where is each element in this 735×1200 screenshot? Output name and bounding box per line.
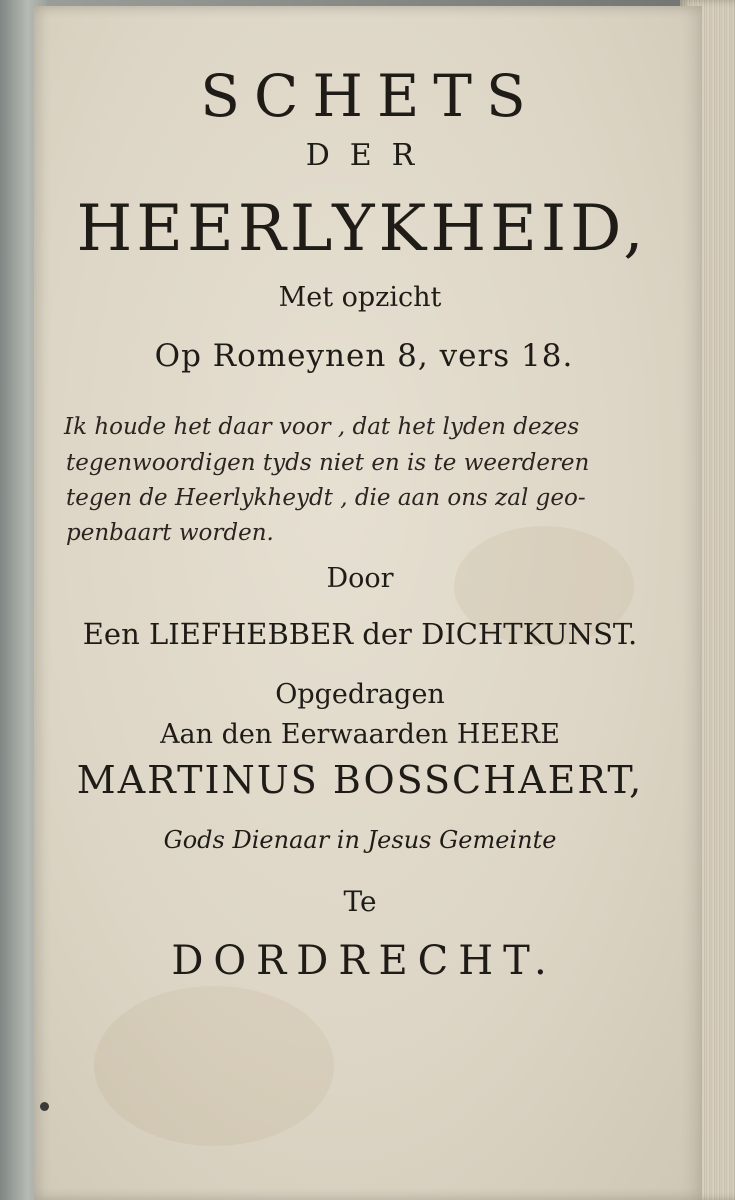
- place-preposition: Te: [343, 885, 377, 918]
- dedication-line-2: Aan den Eerwaarden HEERE: [160, 719, 560, 750]
- title-line-2: DER: [305, 138, 435, 173]
- title-page: [34, 6, 702, 1200]
- subtitle-line-2: Op Romeynen 8, vers 18.: [154, 338, 574, 374]
- quote-line-1: Ik houde het daar voor , dat het lyden dezes: [64, 414, 580, 440]
- quote-line-3: tegen de Heerlykheydt , die aan ons zal geo-: [66, 485, 586, 511]
- subtitle-line-1: Met opzicht: [278, 282, 442, 313]
- dedicatee-office: Gods Dienaar in Jesus Gemeinte: [163, 826, 557, 854]
- quote-line-4: penbaart worden.: [66, 520, 274, 546]
- quote-line-2: tegenwoordigen tyds niet en is te weerderen: [66, 450, 590, 476]
- title-line-1: SCHETS: [200, 62, 540, 130]
- place-city: DORDRECHT.: [171, 938, 557, 984]
- paper-stain: [94, 986, 334, 1146]
- title-line-3: HEERLYKHEID,: [76, 192, 648, 266]
- dedication-line-1: Opgedragen: [275, 679, 445, 710]
- byline-author: Een LIEFHEBBER der DICHTKUNST.: [82, 617, 638, 651]
- byline-label: Door: [326, 563, 394, 594]
- dedicatee-name: MARTINUS BOSSCHAERT,: [76, 758, 644, 802]
- pin-hole: [40, 1102, 49, 1111]
